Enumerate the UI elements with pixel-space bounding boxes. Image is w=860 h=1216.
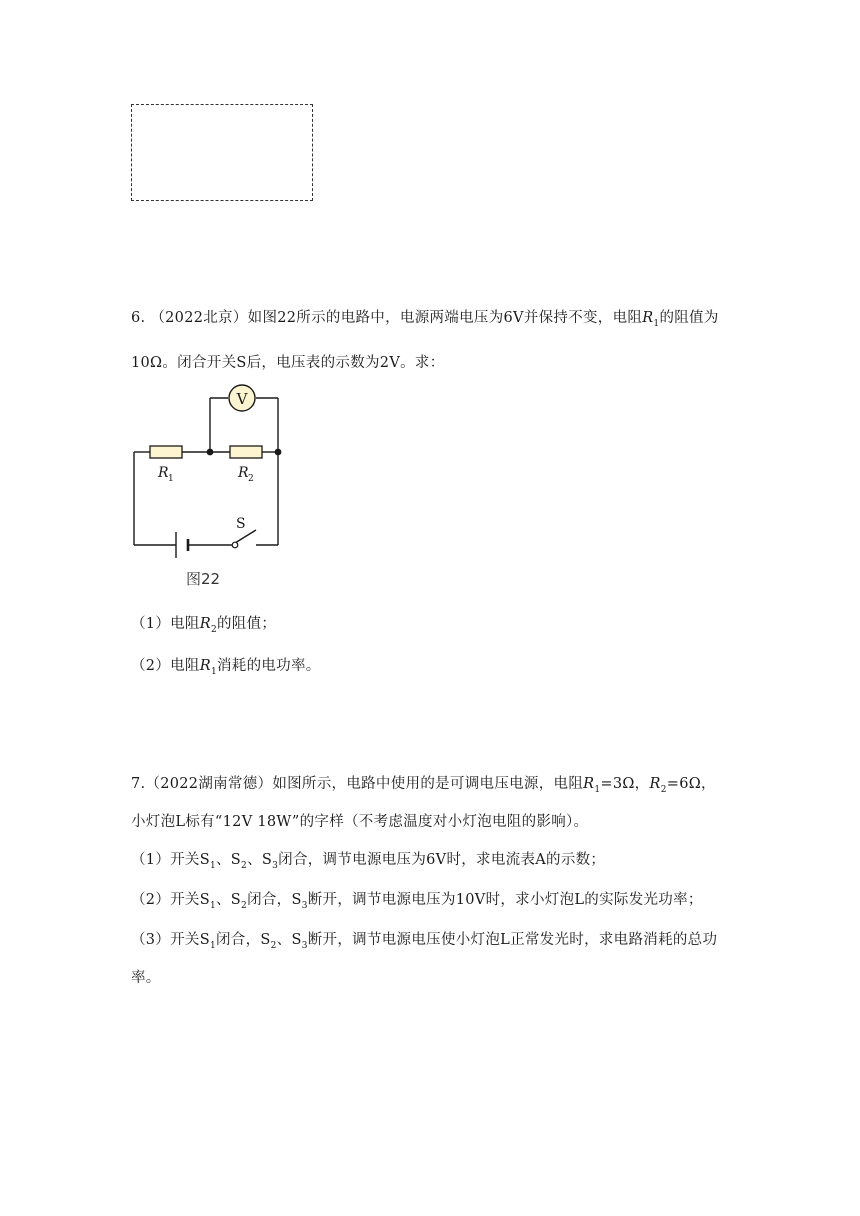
switch-contact [232, 542, 238, 548]
q7-sub1-text: 、S [216, 852, 242, 868]
resistor-r2-icon [230, 446, 262, 458]
r2-label-sub: 2 [248, 474, 254, 484]
q7-r2-value: =6Ω， [666, 776, 716, 792]
s1-sub: 1 [209, 940, 216, 951]
r2-var: R [649, 776, 661, 792]
r1-sub: 1 [210, 666, 217, 677]
q7-sub3-text: （3）开关S [131, 932, 210, 948]
q6-sub1-suffix: 的阻值； [216, 616, 277, 632]
q7-r1-value: =3Ω， [600, 776, 650, 792]
q7-sub1-text: （1）开关S [131, 852, 210, 868]
r1-sub: 1 [594, 784, 601, 795]
q7-line2: 小灯泡L标有“12V 18W”的字样（不考虑温度对小灯泡电阻的影响）。 [131, 814, 589, 830]
r1-label: R [158, 465, 169, 481]
r2-var: R [199, 616, 211, 632]
q7-line1 [131, 772, 716, 795]
q6-sub1 [131, 612, 276, 635]
r2-sub: 2 [210, 624, 217, 635]
circuit-diagram [120, 380, 300, 560]
r2-label: R [238, 465, 249, 481]
r1-var: R [199, 658, 211, 674]
q6-text-suffix: 的阻值为 [659, 310, 719, 326]
q6-sub2 [131, 654, 321, 677]
s3-sub: 3 [301, 900, 308, 911]
q7-sub1 [131, 848, 605, 871]
q6-text: 6. （2022北京）如图22所示的电路中，电源两端电压为6V并保持不变，电阻 [131, 310, 643, 326]
junction-dot [207, 449, 214, 456]
s1-sub: 1 [209, 860, 216, 871]
s2-sub: 2 [241, 860, 248, 871]
q6-line1 [131, 306, 719, 329]
s2-sub: 2 [241, 900, 248, 911]
r1-sub: 1 [653, 318, 660, 329]
q7-sub1-text: 、S [247, 852, 273, 868]
q7-sub3-line2: 率。 [131, 970, 161, 986]
q6-sub1-prefix: （1）电阻 [131, 616, 200, 632]
q7-sub3-text: 、S [276, 932, 302, 948]
junction-dot [275, 449, 282, 456]
q7-sub2-text: 、S [216, 892, 242, 908]
q7-sub2-text: （2）开关S [131, 892, 210, 908]
q7-sub2 [131, 888, 703, 911]
voltmeter-label: V [236, 390, 248, 408]
q7-text: 7.（2022湖南常德）如图所示，电路中使用的是可调电压电源，电阻 [131, 776, 584, 792]
q6-line2: 10Ω。闭合开关S后，电压表的示数为2V。求： [131, 355, 445, 371]
q6-sub2-suffix: 消耗的电功率。 [216, 658, 321, 674]
s3-sub: 3 [272, 860, 279, 871]
s2-sub: 2 [270, 940, 277, 951]
r1-label-sub: 1 [168, 474, 174, 484]
s3-sub: 3 [301, 940, 308, 951]
q7-sub2-text: 闭合，S [247, 892, 302, 908]
q7-sub3 [131, 928, 717, 951]
q7-sub1-text: 闭合，调节电源电压为6V时，求电流表A的示数； [278, 852, 606, 868]
r2-sub: 2 [660, 784, 667, 795]
figure-caption: 图22 [186, 570, 221, 588]
r1-var: R [583, 776, 595, 792]
s1-sub: 1 [209, 900, 216, 911]
switch-label: S [236, 516, 246, 532]
q7-sub2-text: 断开，调节电源电压为10V时，求小灯泡L的实际发光功率； [307, 892, 703, 908]
resistor-r1-icon [150, 446, 182, 458]
r1-var: R [642, 310, 654, 326]
q7-sub3-text: 断开，调节电源电压使小灯泡L正常发光时，求电路消耗的总功 [307, 932, 718, 948]
q7-sub3-text: 闭合，S [216, 932, 271, 948]
answer-box [131, 104, 313, 201]
q6-sub2-prefix: （2）电阻 [131, 658, 200, 674]
